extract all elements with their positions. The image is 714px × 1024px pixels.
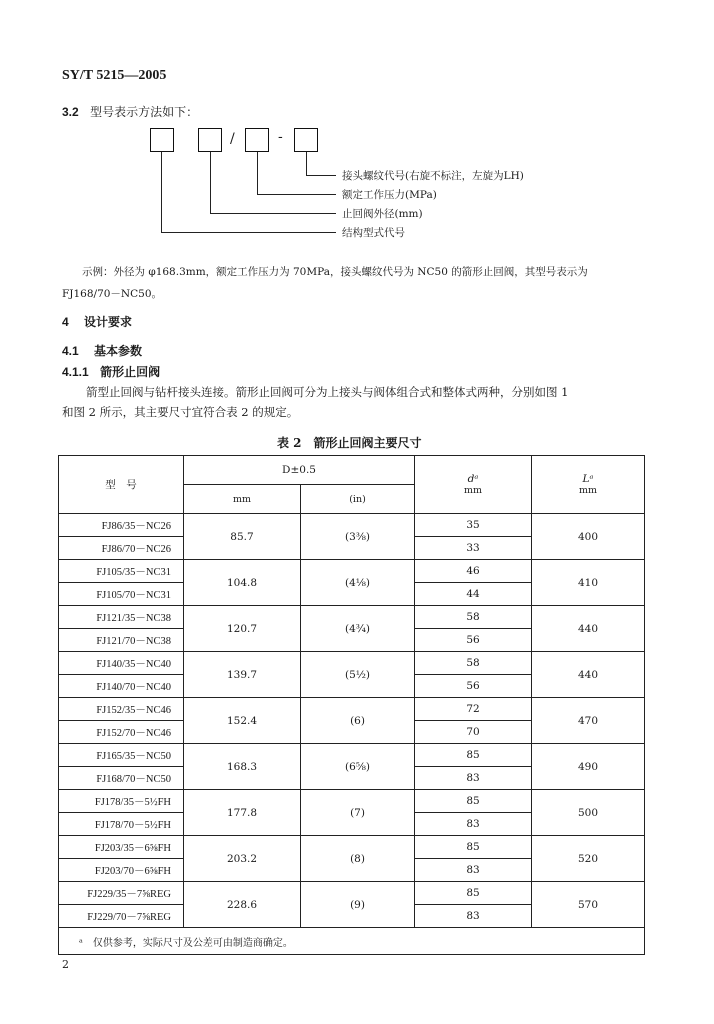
table-footnote: ᵃ 仅供参考，实际尺寸及公差可由制造商确定。 (59, 928, 645, 955)
header-d (415, 456, 532, 514)
model-cell: FJ178/70－5½FH (59, 813, 184, 836)
D-mm-cell: 85.7 (184, 514, 301, 560)
header-model: 型 号 (59, 456, 184, 514)
leader-thread-vertical (306, 152, 307, 175)
model-cell: FJ86/35－NC26 (59, 514, 184, 537)
D-mm-cell: 168.3 (184, 744, 301, 790)
section-4-1-heading (62, 342, 142, 359)
table-row (59, 514, 645, 537)
D-in-cell: (6⅝) (301, 744, 415, 790)
table-row (59, 836, 645, 859)
table-row (59, 698, 645, 721)
header-D-in: (in) (301, 485, 415, 514)
section-number: 4.1.1 (62, 365, 89, 379)
header-L (532, 456, 645, 514)
model-cell: FJ152/70－NC46 (59, 721, 184, 744)
D-in-cell: (6) (301, 698, 415, 744)
d-cell: 72 (415, 698, 532, 721)
diameter-label: 止回阀外径(mm) (342, 208, 423, 220)
d-cell: 70 (415, 721, 532, 744)
D-mm-cell: 152.4 (184, 698, 301, 744)
table-row (59, 560, 645, 583)
section-3-2 (62, 103, 198, 120)
section-4-heading (62, 313, 132, 330)
table-header-row (59, 456, 645, 485)
d-cell: 85 (415, 836, 532, 859)
model-cell: FJ121/35－NC38 (59, 606, 184, 629)
D-in-cell: (3⅜) (301, 514, 415, 560)
D-mm-cell: 104.8 (184, 560, 301, 606)
d-cell: 83 (415, 767, 532, 790)
model-cell: FJ168/70－NC50 (59, 767, 184, 790)
L-cell: 410 (532, 560, 645, 606)
leader-structure-horizontal (161, 232, 336, 233)
section-title: 设计要求 (83, 315, 132, 329)
d-cell: 58 (415, 606, 532, 629)
L-cell: 520 (532, 836, 645, 882)
section-4-1-1-heading (62, 363, 160, 380)
section-text: 型号表示方法如下： (90, 105, 199, 119)
D-in-cell: (7) (301, 790, 415, 836)
d-cell: 85 (415, 882, 532, 905)
model-cell: FJ86/70－NC26 (59, 537, 184, 560)
paragraph-line-1: 箭型止回阀与钻杆接头连接。箭形止回阀可分为上接头与阀体组合式和整体式两种，分别如图 1 (86, 385, 569, 399)
L-cell: 470 (532, 698, 645, 744)
D-mm-cell: 139.7 (184, 652, 301, 698)
leader-structure-vertical (161, 152, 162, 232)
model-cell: FJ178/35－5½FH (59, 790, 184, 813)
header-L-symbol: Lᵃ (582, 473, 594, 485)
header-d-unit: mm (464, 485, 483, 496)
leader-pressure-horizontal (257, 194, 336, 195)
section-title: 基本参数 (93, 344, 142, 358)
L-cell: 500 (532, 790, 645, 836)
L-cell: 440 (532, 606, 645, 652)
model-cell: FJ140/70－NC40 (59, 675, 184, 698)
table-row (59, 744, 645, 767)
L-cell: 570 (532, 882, 645, 928)
d-cell: 83 (415, 905, 532, 928)
D-in-cell: (4⅛) (301, 560, 415, 606)
header-d-symbol: dᵃ (467, 473, 479, 485)
header-D: D±0.5 (184, 456, 415, 485)
table-footnote-row (59, 928, 645, 955)
header-L-unit: mm (579, 485, 598, 496)
d-cell: 44 (415, 583, 532, 606)
leader-diameter-horizontal (210, 213, 336, 214)
d-cell: 83 (415, 813, 532, 836)
D-in-cell: (5½) (301, 652, 415, 698)
pressure-label: 额定工作压力(MPa) (342, 189, 437, 201)
d-cell: 46 (415, 560, 532, 583)
D-in-cell: (4¾) (301, 606, 415, 652)
page-number: 2 (62, 958, 69, 971)
dash-separator: - (278, 129, 283, 145)
D-mm-cell: 120.7 (184, 606, 301, 652)
model-cell: FJ229/35－7⅝REG (59, 882, 184, 905)
D-in-cell: (8) (301, 836, 415, 882)
structure-code-box (150, 128, 174, 152)
standard-code-header: SY/T 5215—2005 (62, 68, 167, 83)
L-cell: 440 (532, 652, 645, 698)
model-cell: FJ203/70－6⅝FH (59, 859, 184, 882)
model-cell: FJ165/35－NC50 (59, 744, 184, 767)
model-cell: FJ105/35－NC31 (59, 560, 184, 583)
table-row (59, 882, 645, 905)
table-row (59, 790, 645, 813)
d-cell: 56 (415, 629, 532, 652)
d-cell: 35 (415, 514, 532, 537)
section-title: 箭形止回阀 (100, 365, 161, 379)
table-caption: 表 2 箭形止回阀主要尺寸 (277, 436, 422, 450)
d-cell: 85 (415, 744, 532, 767)
pressure-box (245, 128, 269, 152)
table-row (59, 606, 645, 629)
D-mm-cell: 177.8 (184, 790, 301, 836)
model-cell: FJ152/35－NC46 (59, 698, 184, 721)
structure-label: 结构型式代号 (342, 227, 405, 239)
L-cell: 490 (532, 744, 645, 790)
section-number: 4 (62, 315, 69, 329)
paragraph-line-2: 和图 2 所示，其主要尺寸宜符合表 2 的规定。 (62, 405, 299, 419)
section-number: 3.2 (62, 105, 79, 119)
leader-diameter-vertical (210, 152, 211, 213)
outer-diameter-box (198, 128, 222, 152)
example-line-2: FJ168/70－NC50。 (62, 288, 163, 300)
D-mm-cell: 203.2 (184, 836, 301, 882)
leader-thread-horizontal (306, 175, 336, 176)
d-cell: 33 (415, 537, 532, 560)
example-line-1: 示例：外径为 φ168.3mm，额定工作压力为 70MPa，接头螺纹代号为 NC50 的箭形止回阀，其型号表示为 (82, 266, 588, 278)
model-cell: FJ203/35－6⅝FH (59, 836, 184, 859)
thread-code-box (294, 128, 318, 152)
section-number: 4.1 (62, 344, 79, 358)
model-cell: FJ140/35－NC40 (59, 652, 184, 675)
leader-pressure-vertical (257, 152, 258, 194)
D-in-cell: (9) (301, 882, 415, 928)
model-cell: FJ229/70－7⅝REG (59, 905, 184, 928)
header-D-mm: mm (184, 485, 301, 514)
model-cell: FJ121/70－NC38 (59, 629, 184, 652)
table-row (59, 652, 645, 675)
L-cell: 400 (532, 514, 645, 560)
d-cell: 83 (415, 859, 532, 882)
d-cell: 58 (415, 652, 532, 675)
d-cell: 85 (415, 790, 532, 813)
d-cell: 56 (415, 675, 532, 698)
thread-code-label: 接头螺纹代号(右旋不标注，左旋为LH) (342, 170, 524, 182)
slash-separator: / (230, 131, 235, 147)
D-mm-cell: 228.6 (184, 882, 301, 928)
dimensions-table (58, 455, 645, 955)
model-cell: FJ105/70－NC31 (59, 583, 184, 606)
